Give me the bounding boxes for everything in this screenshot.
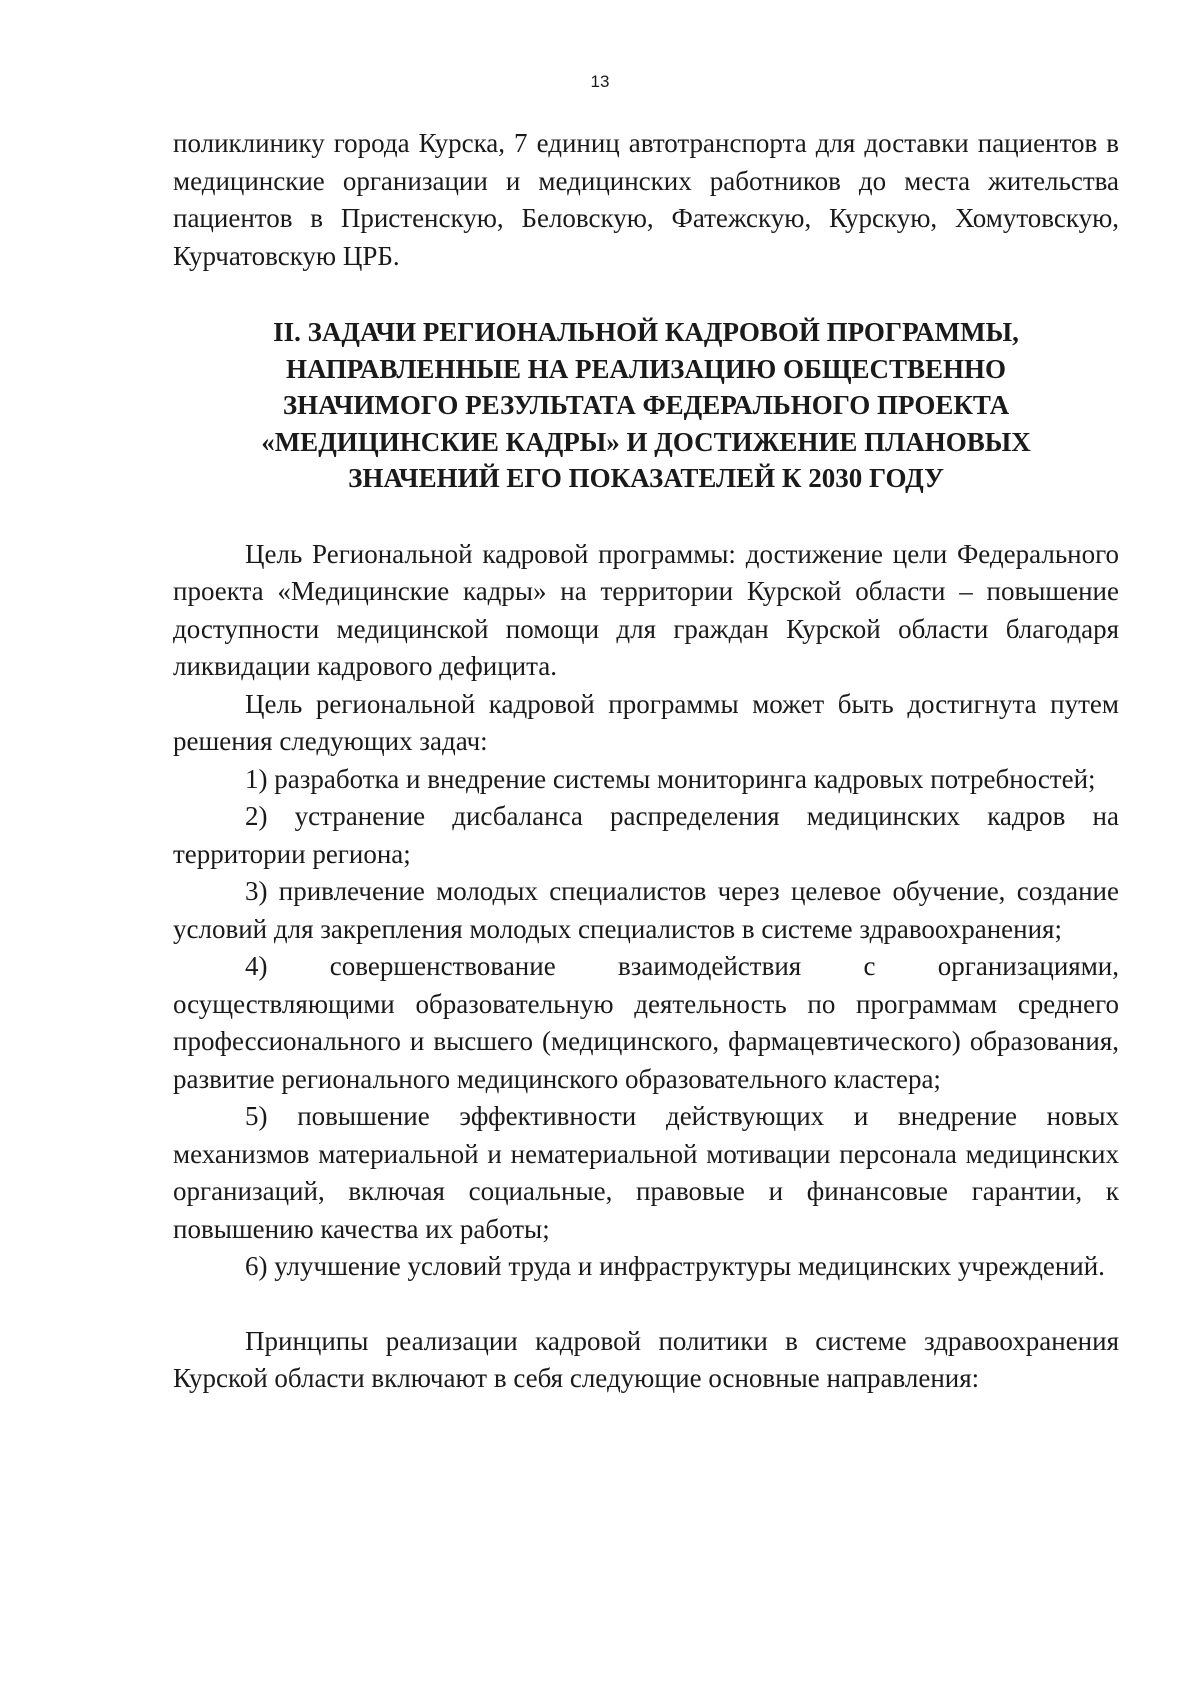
goal-paragraph: Цель Региональной кадровой программы: достижение цели Федерального проекта «Медицинские кадры» на территории Курской области – повышение доступности медицинской помощи для граждан Курской области благодаря ликвидации кадрового дефицита. (173, 538, 1119, 681)
section-heading-line: «МЕДИЦИНСКИЕ КАДРЫ» И ДОСТИЖЕНИЕ ПЛАНОВЫХ (261, 426, 1031, 457)
task-item-4: 4) совершенствование взаимодействия с организациями, осуществляющими образовательную деятельность по программам среднего профессионального и высшего (медицинского, фармацевтического) образования, развитие регионального медицинского образовательного кластера; (173, 951, 1119, 1094)
task-item-5: 5) повышение эффективности действующих и внедрение новых механизмов материальной и нематериальной мотивации персонала медицинских организаций, включая социальные, правовые и финансовые гарантии, к повышению качества их работы; (173, 1101, 1119, 1244)
spacer (173, 275, 1119, 314)
task-item-2: 2) устранение дисбаланса распределения медицинских кадров на территории региона; (173, 801, 1119, 869)
page-number: 13 (590, 72, 610, 91)
task-item-6: 6) улучшение условий труда и инфраструктуры медицинских учреждений. (245, 1251, 1105, 1281)
section-heading-line: II. ЗАДАЧИ РЕГИОНАЛЬНОЙ КАДРОВОЙ ПРОГРАММЫ, (273, 317, 1019, 347)
task-item-3: 3) привлечение молодых специалистов через целевое обучение, создание условий для закрепления молодых специалистов в системе здравоохранения; (173, 876, 1119, 944)
task-item-1: 1) разработка и внедрение системы мониторинга кадровых потребностей; (245, 763, 1096, 794)
document-body (173, 125, 1119, 1398)
tasks-intro: Цель региональной кадровой программы может быть достигнута путем решения следующих задач: (173, 688, 1119, 756)
section-heading-line: ЗНАЧИМОГО РЕЗУЛЬТАТА ФЕДЕРАЛЬНОГО ПРОЕКТА (282, 390, 1010, 420)
section-heading-line: НАПРАВЛЕННЫЕ НА РЕАЛИЗАЦИЮ ОБЩЕСТВЕННО (285, 353, 1007, 384)
section-heading-line: ЗНАЧЕНИЙ ЕГО ПОКАЗАТЕЛЕЙ К 2030 ГОДУ (348, 463, 944, 493)
spacer (173, 1286, 1119, 1323)
intro-paragraph: поликлинику города Курска, 7 единиц автотранспорта для доставки пациентов в медицинские организации и медицинских работников до места жительства пациентов в Пристенскую, Беловскую, Фатежскую, Курскую, Хомутовскую, Курчатовскую ЦРБ. (173, 128, 1119, 271)
principles-paragraph: Принципы реализации кадровой политики в системе здравоохранения Курской области включают в себя следующие основные направления: (173, 1325, 1119, 1393)
spacer (173, 497, 1119, 536)
section-heading (173, 314, 1119, 497)
